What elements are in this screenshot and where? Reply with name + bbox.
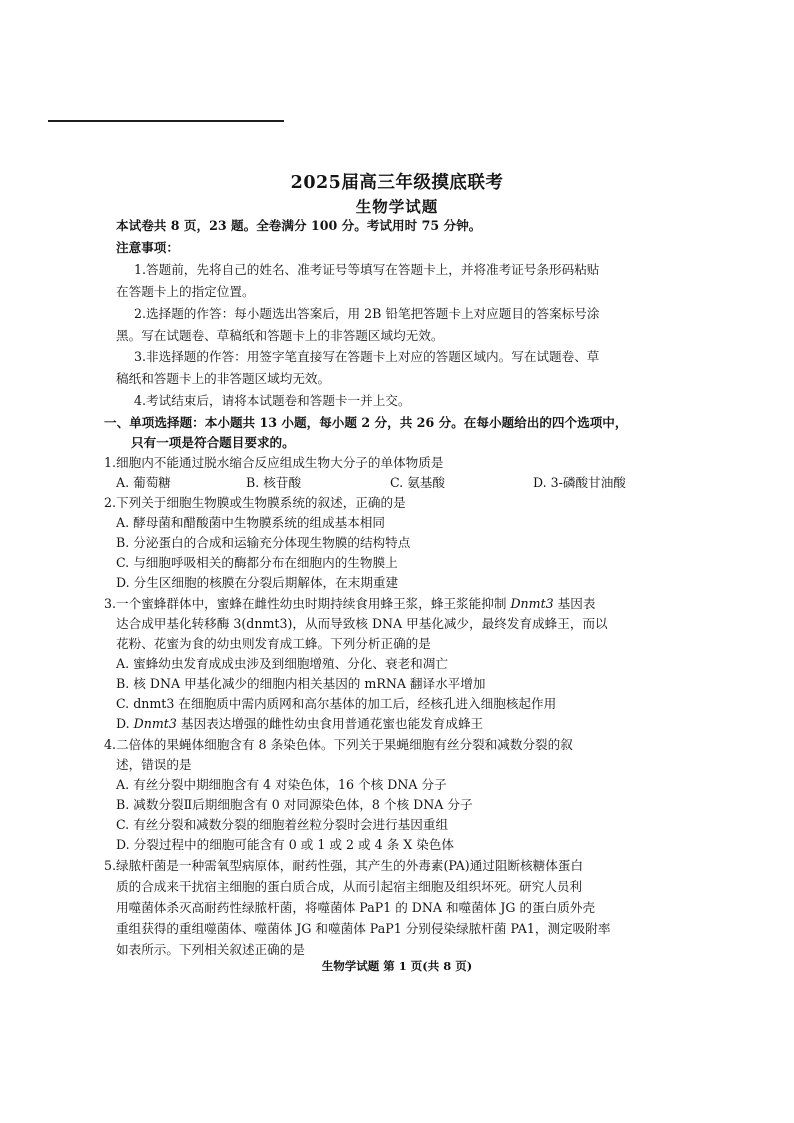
note-1-line-2: 在答题卡上的指定位置。 [116, 284, 255, 299]
q5-stem-line-3: 用噬菌体杀灭高耐药性绿脓杆菌，将噬菌体 PaP1 的 DNA 和噬菌体 JG 的蛋白质外壳 [116, 900, 596, 915]
section-heading-line-2: 只有一项是符合题目要求的。 [131, 435, 295, 450]
top-rule [48, 120, 284, 122]
q5-stem-line-2: 质的合成来干扰宿主细胞的蛋白质合成，从而引起宿主细胞及组织坏死。研究人员利 [116, 879, 582, 894]
q3-stem-line-1 [104, 596, 664, 612]
q1-option-b: B. 核苷酸 [246, 475, 302, 490]
q4-stem-line-2: 述，错误的是 [116, 757, 192, 772]
q5-stem-line-5: 如表所示。下列相关叙述正确的是 [116, 942, 305, 957]
note-3-line-2: 稿纸和答题卡上的非答题区域均无效。 [116, 371, 331, 386]
q4-option-c: C. 有丝分裂和减数分裂的细胞着丝粒分裂时会进行基因重组 [116, 817, 449, 832]
q2-option-b: B. 分泌蛋白的合成和运输充分体现生物膜的结构特点 [116, 535, 411, 550]
q4-option-d: D. 分裂过程中的细胞可能含有 0 或 1 或 2 或 4 条 X 染色体 [116, 837, 454, 852]
note-3-line-1: 3.非选择题的作答：用签字笔直接写在答题卡上对应的答题区域内。写在试题卷、草 [134, 349, 600, 364]
q4-option-b: B. 减数分裂Ⅱ后期细胞含有 0 对同源染色体，8 个核 DNA 分子 [116, 797, 473, 812]
exam-title: 2025届高三年级摸底联考 [290, 173, 504, 193]
note-2-line-2: 黑。写在试题卷、草稿纸和答题卡上的非答题区域均无效。 [116, 328, 444, 343]
page-footer: 生物学试题 第 1 页(共 8 页) [321, 959, 473, 973]
notes-heading: 注意事项： [116, 240, 179, 255]
exam-subtitle: 生物学试题 [355, 197, 439, 216]
note-4: 4.考试结束后，请将本试题卷和答题卡一并上交。 [134, 393, 411, 408]
q2-option-c: C. 与细胞呼吸相关的酶都分布在细胞内的生物膜上 [116, 555, 398, 570]
q3-option-d [116, 716, 676, 732]
note-2-line-1: 2.选择题的作答：每小题选出答案后，用 2B 铅笔把答题卡上对应题目的答案标号涂 [134, 306, 600, 321]
section-heading-line-1: 一、单项选择题：本小题共 13 小题，每小题 2 分，共 26 分。在每小题给出的四个选项中， [104, 415, 628, 430]
q3-stem-line-3: 花粉、花蜜为食的幼虫则发育成工蜂。下列分析正确的是 [116, 636, 431, 651]
q4-stem-line-1: 4.二倍体的果蝇体细胞含有 8 条染色体。下列关于果蝇细胞有丝分裂和减数分裂的叙 [104, 737, 573, 752]
q3-option-d-text: 基因表达增强的雌性幼虫食用普通花蜜也能发育成蜂王 [176, 716, 484, 731]
q3-option-d-label: D. [116, 716, 134, 731]
q1-stem: 1.细胞内不能通过脱水缩合反应组成生物大分子的单体物质是 [104, 455, 444, 470]
q1-option-c: C. 氨基酸 [390, 475, 445, 490]
note-1-line-1: 1.答题前，先将自己的姓名、准考证号等填写在答题卡上，并将准考证号条形码粘贴 [134, 262, 600, 277]
q3-stem-text-a: 3.一个蜜蜂群体中，蜜蜂在雌性幼虫时期持续食用蜂王浆，蜂王浆能抑制 [104, 596, 511, 611]
q5-stem-line-4: 重组获得的重组噬菌体、噬菌体 JG 和噬菌体 PaP1 分别侵染绿脓杆菌 PA1，测定吸附率 [116, 921, 611, 936]
q2-stem: 2.下列关于细胞生物膜或生物膜系统的叙述，正确的是 [104, 495, 406, 510]
q3-option-d-gene: Dnmt3 [133, 716, 177, 731]
q1-option-a: A. 葡萄糖 [116, 475, 171, 490]
q3-stem-text-b: 基因表 [553, 596, 596, 611]
q3-option-a: A. 蜜蜂幼虫发育成成虫涉及到细胞增殖、分化、衰老和凋亡 [116, 656, 448, 671]
q3-gene-name: Dnmt3 [510, 596, 554, 611]
q2-option-a: A. 酵母菌和醋酸菌中生物膜系统的组成基本相同 [116, 515, 385, 530]
q3-option-b: B. 核 DNA 甲基化减少的细胞内相关基因的 mRNA 翻译水平增加 [116, 676, 486, 691]
q3-stem-line-2: 达合成甲基化转移酶 3(dnmt3)，从而导致核 DNA 甲基化减少，最终发育成蜂王，而以 [116, 616, 608, 631]
q2-option-d: D. 分生区细胞的核膜在分裂后期解体，在末期重建 [116, 575, 399, 590]
exam-info: 本试卷共 8 页，23 题。全卷满分 100 分。考试用时 75 分钟。 [116, 218, 482, 233]
q1-option-d: D. 3-磷酸甘油酸 [533, 475, 626, 490]
q3-option-c: C. dnmt3 在细胞质中需内质网和高尔基体的加工后，经核孔进入细胞核起作用 [116, 696, 557, 711]
q5-stem-line-1: 5.绿脓杆菌是一种需氧型病原体，耐药性强，其产生的外毒素(PA)通过阻断核糖体蛋白 [104, 858, 584, 873]
q4-option-a: A. 有丝分裂中期细胞含有 4 对染色体，16 个核 DNA 分子 [116, 777, 447, 792]
